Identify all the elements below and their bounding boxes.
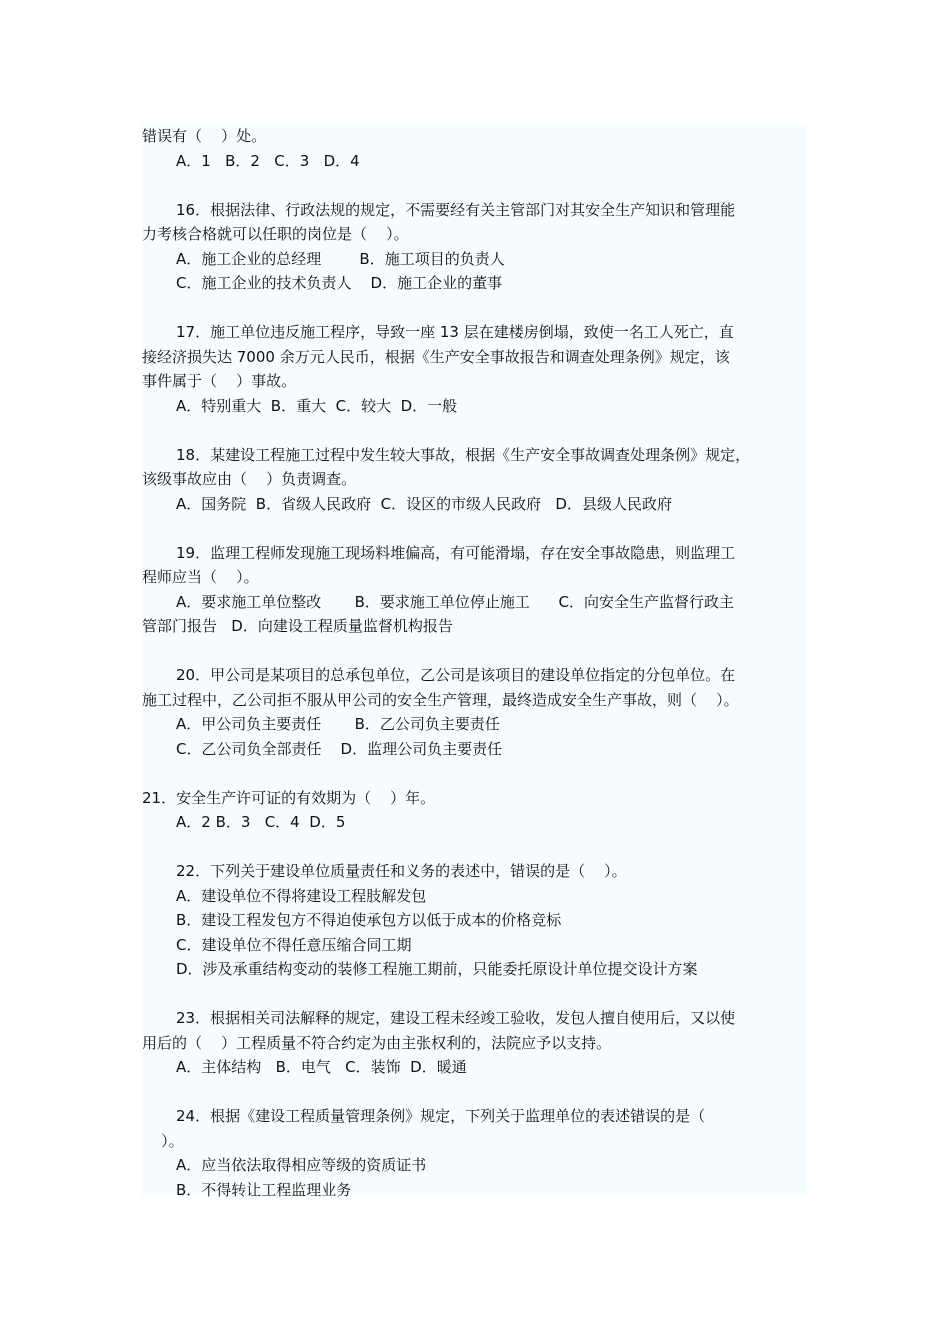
text-line: C．建设单位不得任意压缩合同工期 [176,935,412,954]
text-line: 18．某建设工程施工过程中发生较大事故，根据《生产安全事故调查处理条例》规定， [176,445,751,464]
text-line: 错误有（ ）处。 [142,127,267,145]
text-line: 22．下列关于建设单位质量责任和义务的表述中，错误的是（ ）。 [176,862,627,880]
text-line: A．国务院 B．省级人民政府 C．设区的市级人民政府 D．县级人民政府 [176,494,672,513]
text-line: A．甲公司负主要责任 B．乙公司负主要责任 [176,715,500,733]
blank-line [142,761,807,786]
blank-line [142,835,807,860]
text-line: A．要求施工单位整改 B．要求施工单位停止施工 C．向安全生产监督行政主 [176,592,735,611]
text-line: 该级事故应由（ ）负责调查。 [142,470,357,488]
text-line: 19．监理工程师发现施工现场料堆偏高，有可能滑塌，存在安全事故隐患，则监理工 [176,543,736,562]
text-line: 力考核合格就可以任职的岗位是（ ）。 [142,225,409,243]
text-line: A．应当依法取得相应等级的资质证书 [176,1156,427,1174]
text-line: 管部门报告 D．向建设工程质量监督机构报告 [142,617,453,635]
text-line: 21．安全生产许可证的有效期为（ ）年。 [142,788,436,807]
text-line: 16．根据法律、行政法规的规定，不需要经有关主管部门对其安全生产知识和管理能 [176,200,736,219]
text-line: A．施工企业的总经理 B．施工项目的负责人 [176,249,505,268]
text-line: 20．甲公司是某项目的总承包单位，乙公司是该项目的建设单位指定的分包单位。在 [176,666,736,684]
blank-line [142,296,807,321]
blank-line [142,516,807,541]
text-line: A．特别重大 B．重大 C．较大 D．一般 [176,396,458,415]
text-line: A．建设单位不得将建设工程肢解发包 [176,886,427,905]
text-line: C．乙公司负全部责任 D．监理公司负主要责任 [176,739,503,758]
text-line: A．1 B．2 C．3 D．4 [176,151,360,170]
text-line: 施工过程中，乙公司拒不服从甲公司的安全生产管理，最终造成安全生产事故，则（ ）。 [142,690,739,709]
blank-line [142,639,807,664]
text-line: B．建设工程发包方不得迫使承包方以低于成本的价格竞标 [176,911,562,929]
text-line: B．不得转让工程监理业务 [176,1180,352,1199]
blank-line [142,1080,807,1105]
text-line: 24．根据《建设工程质量管理条例》规定，下列关于监理单位的表述错误的是（ [176,1107,706,1125]
text-line: 17．施工单位违反施工程序，导致一座 13 层在建楼房倒塌，致使一名工人死亡，直 [176,323,734,341]
text-line: 用后的（ ）工程质量不符合约定为由主张权利的，法院应予以支持。 [142,1033,612,1052]
blank-line [142,173,807,198]
text-line: A．2 B．3 C．4 D．5 [176,813,346,831]
text-line: D．涉及承重结构变动的装修工程施工期前，只能委托原设计单位提交设计方案 [176,960,698,978]
blank-line [142,982,807,1007]
document-page [142,124,807,1199]
text-line: 事件属于（ ）事故。 [142,372,297,390]
text-line: C．施工企业的技术负责人 D．施工企业的董事 [176,274,503,292]
text-line: A．主体结构 B．电气 C．装饰 D．暖通 [176,1058,467,1076]
text-line: ）。 [142,1131,184,1150]
text-line: 接经济损失达 7000 余万元人民币，根据《生产安全事故报告和调查处理条例》规定，该 [142,347,730,366]
text-line: 23．根据相关司法解释的规定，建设工程未经竣工验收，发包人擅自使用后，又以使 [176,1009,736,1027]
blank-line [142,418,807,443]
text-line: 程师应当（ ）。 [142,568,259,586]
